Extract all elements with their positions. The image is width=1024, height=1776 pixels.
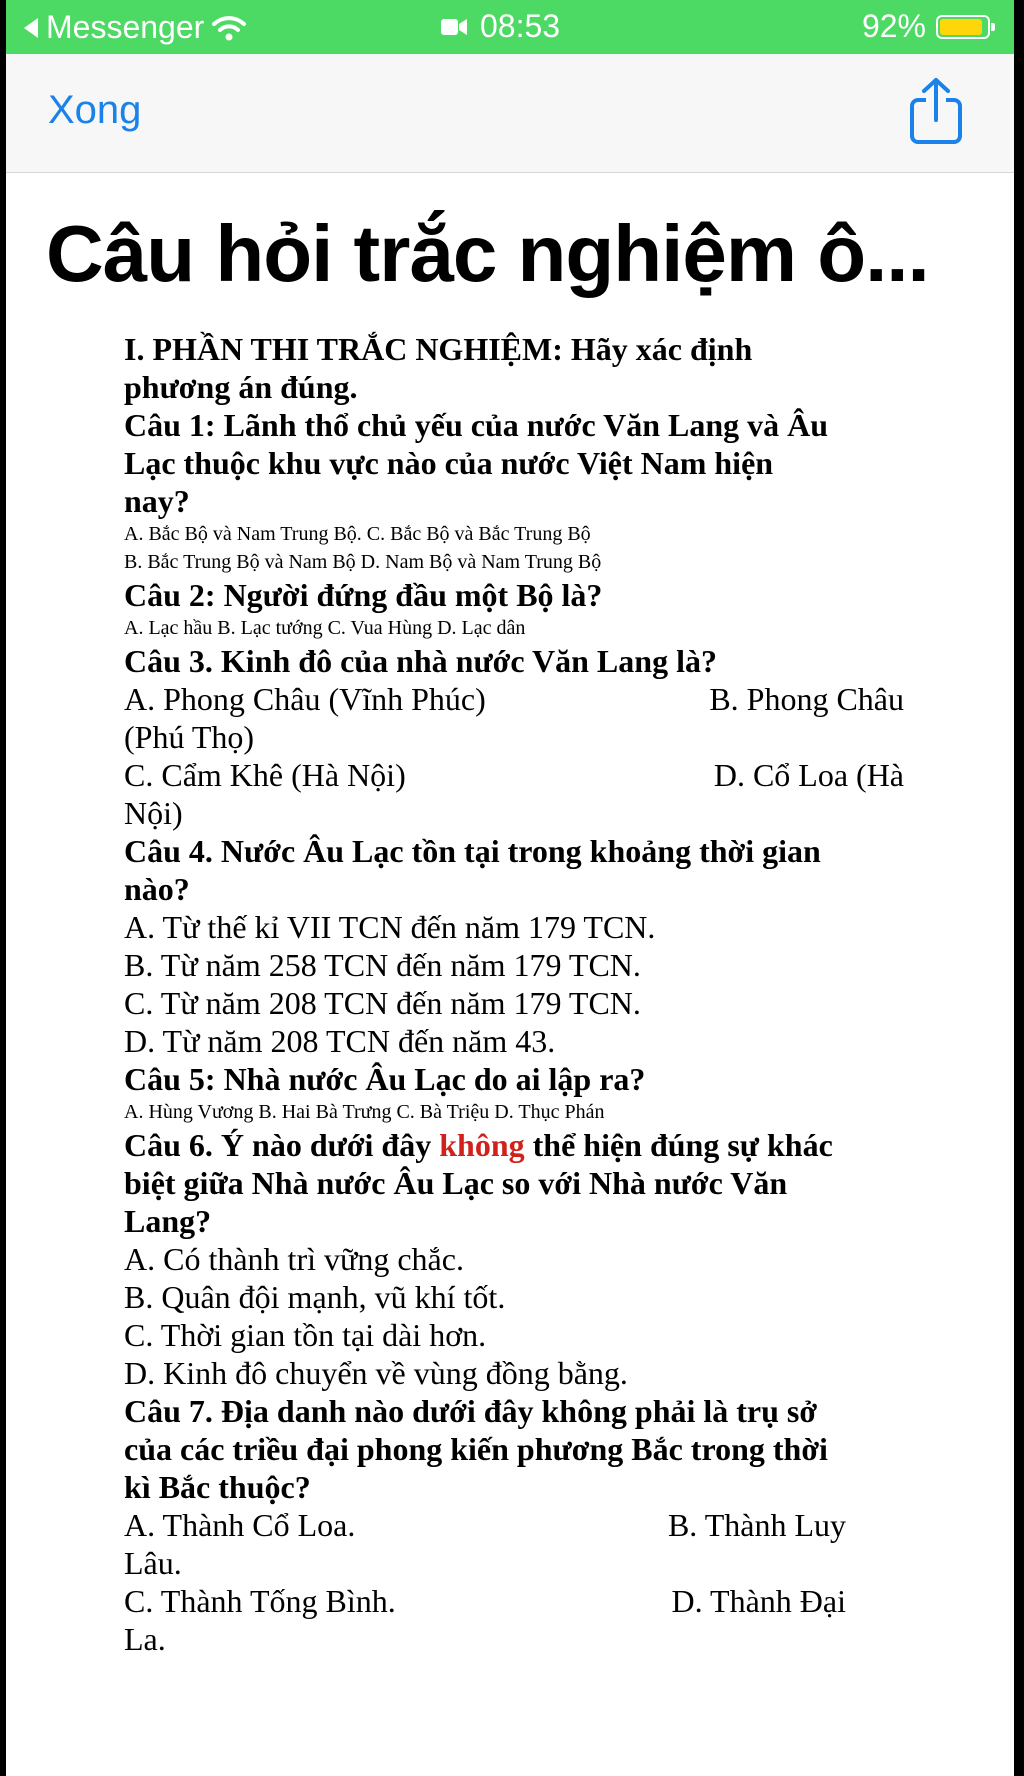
navigation-bar [6, 54, 1014, 173]
question-2-options: A. Lạc hầu B. Lạc tướng C. Vua Hùng D. Lạc dân [124, 617, 526, 639]
document-content [124, 330, 904, 1658]
question-3-options-cd: C. Cẩm Khê (Hà Nội) D. Cổ Loa (Hà [124, 757, 904, 793]
status-bar [6, 0, 1014, 54]
battery-group [862, 8, 990, 45]
question-6: Câu 6. Ý nào dưới đây không thể hiện đúng sự khác biệt giữa Nhà nước Âu Lạc so với Nhà nước Văn Lang? A. Có thành trì vững chắc. B. Quân đội mạnh, vũ khí tốt. C. Thời gian tồn tại dài hơn. D. Kinh đô chuyển về vùng đồng bằng. [124, 1127, 833, 1391]
wifi-icon [212, 15, 246, 41]
question-7-options-ab: A. Thành Cổ Loa. B. Thành Luy [124, 1507, 846, 1543]
screen [6, 0, 1014, 1776]
done-button[interactable]: Xong [48, 88, 142, 132]
back-app-label: Messenger [46, 9, 205, 45]
section-heading: I. PHẦN THI TRẮC NGHIỆM: Hãy xác định phương án đúng. [124, 331, 753, 405]
question-1-options: A. Bắc Bộ và Nam Trung Bộ. C. Bắc Bộ và Bắc Trung Bộ [124, 523, 591, 545]
question-4: Câu 4. Nước Âu Lạc tồn tại trong khoảng thời gian nào? A. Từ thế kỉ VII TCN đến năm 179 TCN. B. Từ năm 258 TCN đến năm 179 TCN. C. Từ năm 208 TCN đến năm 179 TCN. D. Từ năm 208 TCN đến năm 43. [124, 833, 821, 1059]
question-7-options-cd: C. Thành Tống Bình. D. Thành Đại [124, 1583, 846, 1619]
status-time-group [440, 8, 560, 45]
status-time: 08:53 [480, 8, 561, 44]
share-icon[interactable] [906, 76, 966, 146]
battery-icon [936, 15, 990, 39]
question-2: Câu 2: Người đứng đầu một Bộ là? A. Lạc hầu B. Lạc tướng C. Vua Hùng D. Lạc dân [124, 576, 904, 642]
back-to-app-button[interactable] [24, 9, 246, 46]
question-7: Câu 7. Địa danh nào dưới đây không phải là trụ sở của các triều đại phong kiến phương Bắc trong thời kì Bắc thuộc? A. Thành Cổ Loa. B. Thành Luy Lâu. C. Thành Tống Bình. D. Thành Đại La. [124, 1392, 904, 1658]
question-5-options: A. Hùng Vương B. Hai Bà Trưng C. Bà Triệu D. Thục Phán [124, 1101, 605, 1123]
document-title: Câu hỏi trắc nghiệm ô... [46, 209, 929, 298]
question-5: Câu 5: Nhà nước Âu Lạc do ai lập ra? A. Hùng Vương B. Hai Bà Trưng C. Bà Triệu D. Thục Phán [124, 1060, 904, 1126]
screen-recording-icon [440, 16, 468, 38]
highlight-word: không [439, 1127, 525, 1163]
back-arrow-icon [24, 18, 38, 38]
question-3-options-ab: A. Phong Châu (Vĩnh Phúc) B. Phong Châu [124, 681, 904, 717]
question-3: Câu 3. Kinh đô của nhà nước Văn Lang là? A. Phong Châu (Vĩnh Phúc) B. Phong Châu (Phú Thọ) C. Cẩm Khê (Hà Nội) D. Cổ Loa (Hà Nội) [124, 643, 904, 831]
question-1: Câu 1: Lãnh thổ chủ yếu của nước Văn Lang và Âu Lạc thuộc khu vực nào của nước Việt Nam hiện nay? A. Bắc Bộ và Nam Trung Bộ. C. Bắc Bộ và Bắc Trung Bộ B. Bắc Trung Bộ và Nam Bộ D. Nam Bộ và Nam Trung Bộ [124, 406, 904, 576]
battery-percent: 92% [861, 8, 926, 44]
